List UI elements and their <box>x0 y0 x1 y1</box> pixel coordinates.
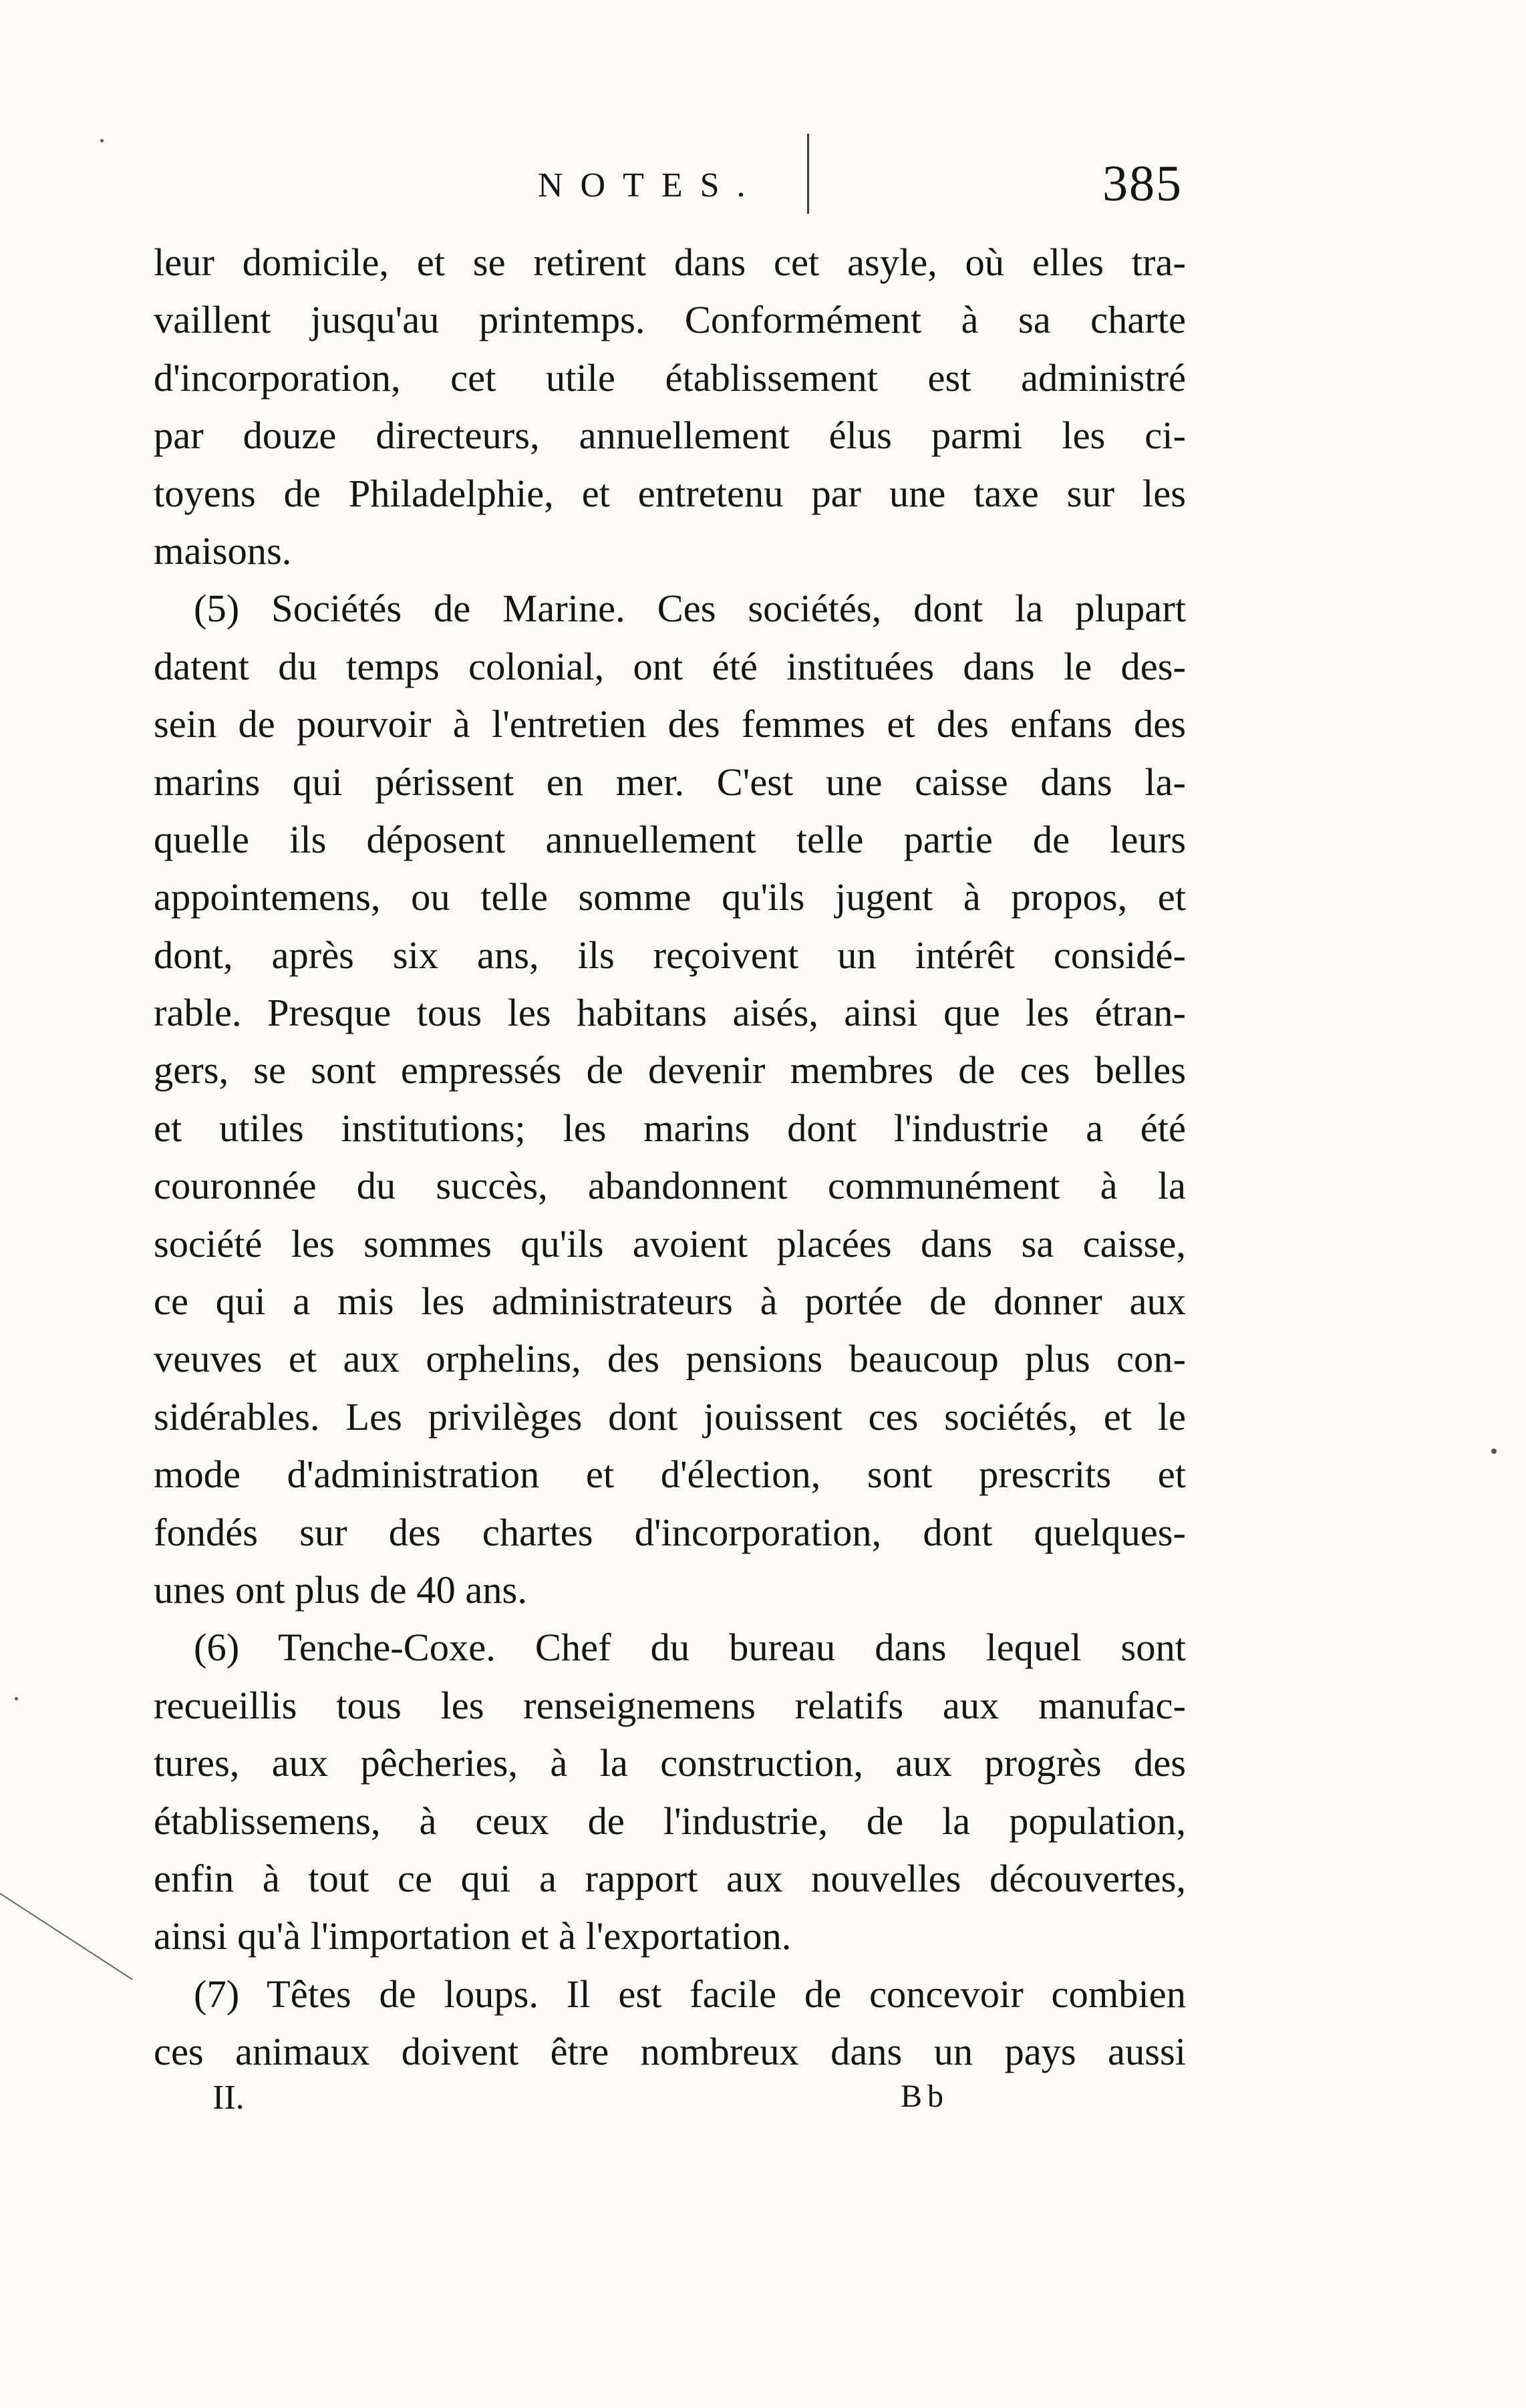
text-line: et utiles institutions; les marins dont l'industrie a été <box>154 1106 1186 1150</box>
text-line: datent du temps colonial, ont été instituées dans le des- <box>154 644 1186 688</box>
text-line: maisons. <box>154 529 292 573</box>
text-line: appointemens, ou telle somme qu'ils jugent à propos, et <box>154 875 1186 919</box>
text-line: marins qui périssent en mer. C'est une caisse dans la- <box>154 760 1186 804</box>
text-line: vaillent jusqu'au printemps. Conformément à sa charte <box>154 298 1186 342</box>
page-number: 385 <box>1102 156 1183 212</box>
text-line: unes ont plus de 40 ans. <box>154 1567 527 1612</box>
text-line: rable. Presque tous les habitans aisés, ainsi que les étran- <box>154 991 1186 1035</box>
scan-mark-diagonal <box>0 1884 133 1980</box>
scan-mark-vertical <box>807 134 809 214</box>
text-line: société les sommes qu'ils avoient placées dans sa caisse, <box>154 1221 1186 1265</box>
text-line: veuves et aux orphelins, des pensions beaucoup plus con- <box>154 1337 1186 1381</box>
text-line: sidérables. Les privilèges dont jouissent ces sociétés, et le <box>154 1394 1186 1439</box>
text-line: dont, après six ans, ils reçoivent un intérêt considé- <box>154 933 1186 977</box>
text-line: (6) Tenche-Coxe. Chef du bureau dans lequel sont <box>194 1626 1186 1670</box>
text-line: par douze directeurs, annuellement élus parmi les ci- <box>154 414 1186 458</box>
text-line: enfin à tout ce qui a rapport aux nouvelles découvertes, <box>154 1856 1186 1900</box>
text-line: ainsi qu'à l'importation et à l'exportation. <box>154 1914 792 1958</box>
text-line: (7) Têtes de loups. Il est facile de concevoir combien <box>194 1972 1186 2016</box>
running-head: NOTES. <box>538 166 763 204</box>
text-line: ce qui a mis les administrateurs à portée de donner aux <box>154 1280 1186 1324</box>
text-line: mode d'administration et d'élection, sont prescrits et <box>154 1453 1186 1497</box>
text-line: sein de pourvoir à l'entretien des femmes et des enfans des <box>154 702 1186 746</box>
text-line: leur domicile, et se retirent dans cet asyle, où elles tra- <box>154 241 1186 284</box>
paper-speck <box>100 139 104 142</box>
text-line: ces animaux doivent être nombreux dans un pays aussi <box>154 2030 1186 2074</box>
text-line: toyens de Philadelphie, et entretenu par une taxe sur les <box>154 471 1186 515</box>
text-line: gers, se sont empressés de devenir membres de ces belles <box>154 1048 1186 1092</box>
printer-signature: Bb <box>901 2079 949 2114</box>
text-line: établissemens, à ceux de l'industrie, de la population, <box>154 1799 1186 1843</box>
volume-number: II. <box>212 2079 245 2117</box>
text-line: (5) Sociétés de Marine. Ces sociétés, dont la plupart <box>194 587 1186 631</box>
paper-speck <box>15 1697 18 1700</box>
body-text <box>154 234 1186 2081</box>
text-line: quelle ils déposent annuellement telle partie de leurs <box>154 817 1186 861</box>
text-line: recueillis tous les renseignemens relatifs aux manufac- <box>154 1683 1186 1727</box>
text-line: tures, aux pêcheries, à la construction, aux progrès des <box>154 1741 1186 1785</box>
text-line: couronnée du succès, abandonnent communément à la <box>154 1164 1186 1208</box>
text-line: fondés sur des chartes d'incorporation, dont quelques- <box>154 1510 1186 1554</box>
paper-speck <box>1491 1449 1497 1454</box>
text-line: d'incorporation, cet utile établissement est administré <box>154 355 1186 400</box>
